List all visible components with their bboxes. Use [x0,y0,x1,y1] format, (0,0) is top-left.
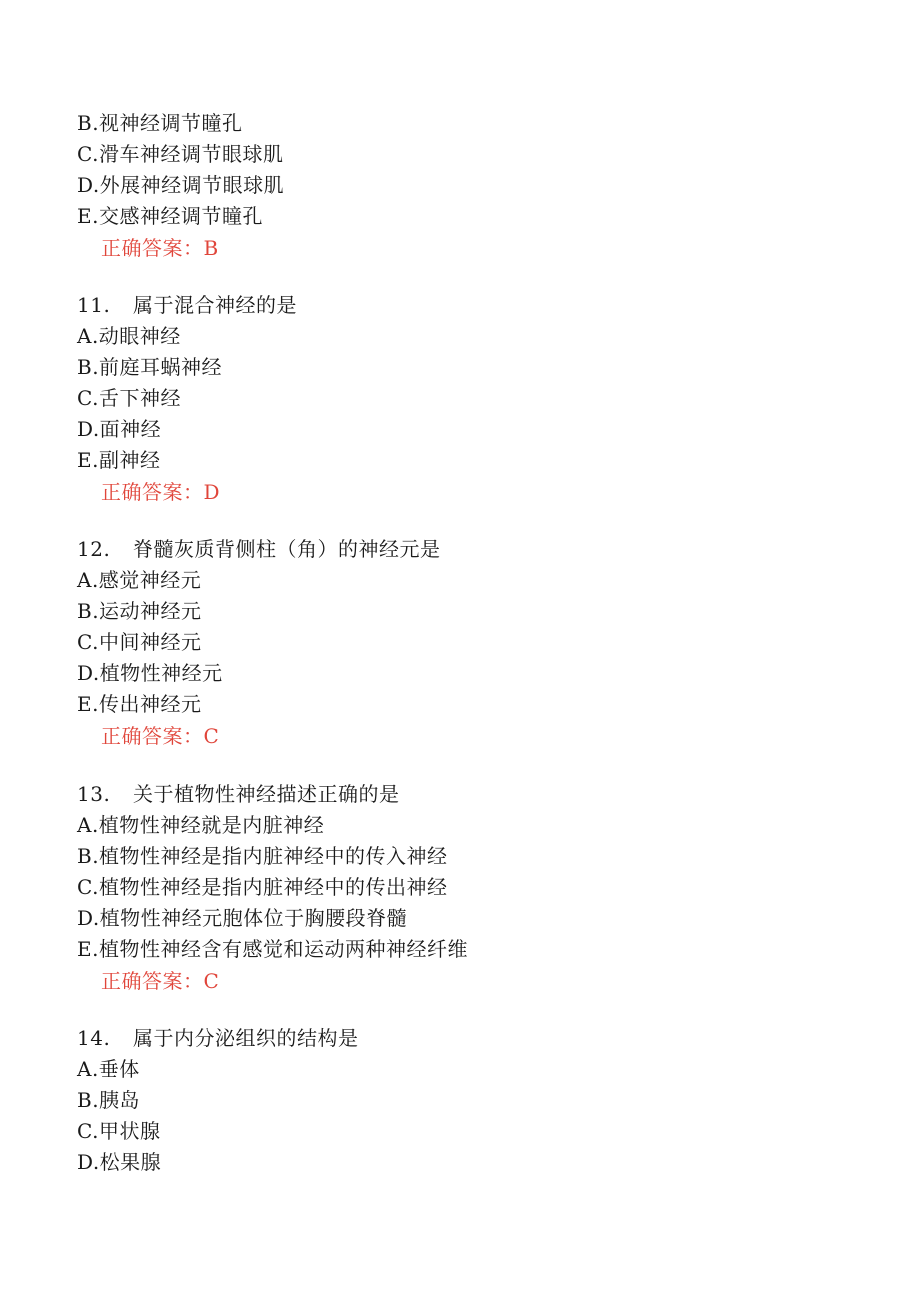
option-line: A.植物性神经就是内脏神经 [77,813,325,837]
option-line: A.垂体 [77,1057,140,1081]
option-line: C.植物性神经是指内脏神经中的传出神经 [77,875,448,899]
option-line: B.前庭耳蜗神经 [77,355,223,379]
option-line: E.传出神经元 [77,692,202,716]
correct-answer: 正确答案：D [101,480,221,504]
correct-answer: 正确答案：B [101,236,219,260]
option-line: B.视神经调节瞳孔 [77,111,243,135]
question-text: 属于内分泌组织的结构是 [133,1026,359,1050]
option-line: B.胰岛 [77,1088,141,1112]
option-line: A.动眼神经 [77,324,181,348]
option-line: D.松果腺 [77,1150,162,1174]
option-line: E.副神经 [77,448,161,472]
option-line: E.植物性神经含有感觉和运动两种神经纤维 [77,937,468,961]
option-line: C.甲状腺 [77,1119,161,1143]
option-line: B.植物性神经是指内脏神经中的传入神经 [77,844,448,868]
question-number: 11. [77,293,111,317]
option-line: C.中间神经元 [77,630,202,654]
question-number: 14. [77,1026,111,1050]
option-line: C.滑车神经调节眼球肌 [77,142,284,166]
option-line: B.运动神经元 [77,599,202,623]
option-line: E.交感神经调节瞳孔 [77,204,263,228]
question-number: 13. [77,782,111,806]
correct-answer: 正确答案：C [101,724,220,748]
question-13-stem [77,782,400,806]
option-line: D.植物性神经元 [77,661,223,685]
question-text: 关于植物性神经描述正确的是 [133,782,400,806]
question-11-stem [77,293,297,317]
option-line: C.舌下神经 [77,386,181,410]
option-line: D.面神经 [77,417,162,441]
correct-answer: 正确答案：C [101,969,220,993]
option-line: A.感觉神经元 [77,568,202,592]
question-text: 脊髓灰质背侧柱（角）的神经元是 [133,537,441,561]
question-text: 属于混合神经的是 [133,293,297,317]
question-14-stem [77,1026,359,1050]
question-number: 12. [77,537,111,561]
question-12-stem [77,537,441,561]
option-line: D.外展神经调节眼球肌 [77,173,285,197]
option-line: D.植物性神经元胞体位于胸腰段脊髓 [77,906,408,930]
